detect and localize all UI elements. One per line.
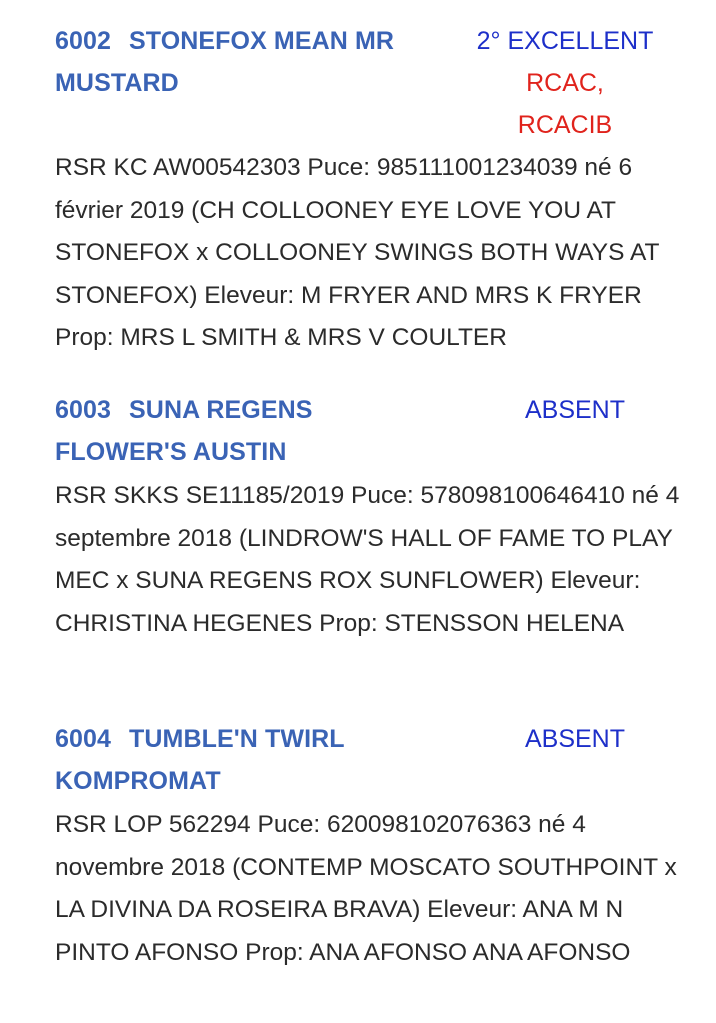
entry-header: [55, 20, 690, 147]
dog-name-line2: KOMPROMAT: [55, 767, 221, 795]
dog-name-line1: SUNA REGENS: [129, 396, 313, 424]
dog-title: [55, 20, 435, 104]
entry-6002: [55, 20, 690, 360]
dog-title: [55, 389, 435, 473]
entry-details: RSR LOP 562294 Puce: 620098102076363 né 4 novembre 2018 (CONTEMP MOSCATO SOUTHPOINT x LA DIVINA DA ROSEIRA BRAVA) Eleveur: ANA M N PINTO AFONSO Prop: ANA AFONSO ANA AFONSO: [55, 811, 677, 966]
entry-6003: [55, 389, 690, 645]
entry-number: 6002: [55, 27, 112, 55]
result-block: [445, 20, 685, 146]
dog-name-line2: MUSTARD: [55, 69, 179, 97]
entry-number: 6004: [55, 725, 112, 753]
dog-name-line1: TUMBLE'N TWIRL: [129, 725, 345, 753]
entry-header: [55, 389, 690, 475]
grade-label: 2° EXCELLENT: [476, 27, 654, 55]
dog-name-line2: FLOWER'S AUSTIN: [55, 438, 287, 466]
entry-6004: [55, 718, 690, 974]
dog-title: [55, 718, 435, 802]
entry-details: RSR SKKS SE11185/2019 Puce: 578098100646410 né 4 septembre 2018 (LINDROW'S HALL OF FAME TO PLAY MEC x SUNA REGENS ROX SUNFLOWER) Eleveur: CHRISTINA HEGENES Prop: STENSSON HELENA: [55, 482, 680, 637]
entry-details: RSR KC AW00542303 Puce: 985111001234039 né 6 février 2019 (CH COLLOONEY EYE LOVE YOU AT STONEFOX x COLLOONEY SWINGS BOTH WAYS AT STONEFOX) Eleveur: M FRYER AND MRS K FRYER Prop: MRS L SMITH & MRS V COULTER: [55, 154, 659, 351]
status-label: ABSENT: [524, 725, 626, 753]
award-label: RCACIB: [517, 111, 613, 139]
award-label: RCAC,: [526, 69, 604, 97]
status-label: ABSENT: [524, 396, 626, 424]
entry-number: 6003: [55, 396, 112, 424]
entry-header: [55, 718, 690, 804]
dog-name-line1: STONEFOX MEAN MR: [129, 27, 395, 55]
